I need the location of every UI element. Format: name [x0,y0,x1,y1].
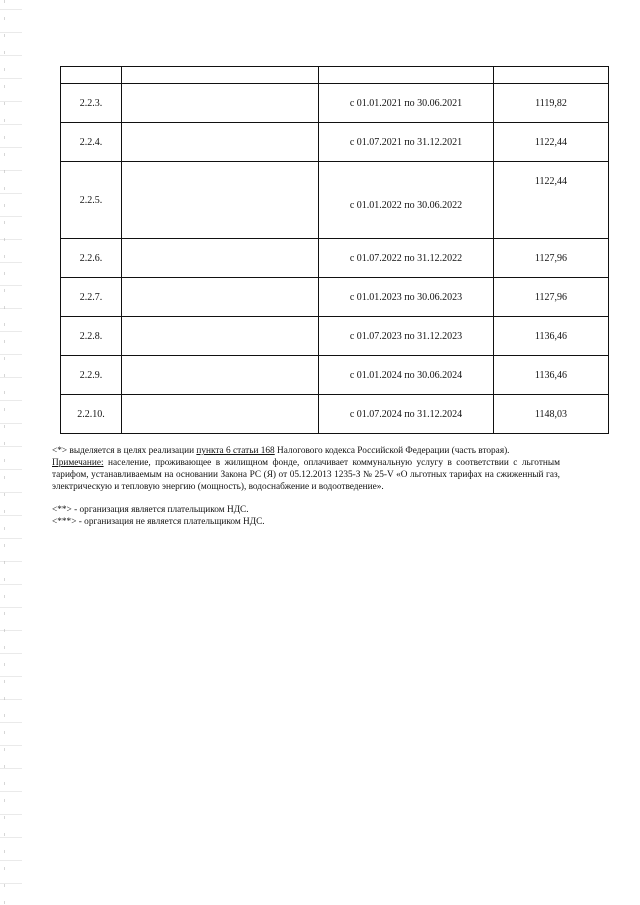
row-value: 1122,44 [494,123,609,162]
cell-blank [122,123,319,162]
cell-blank [122,84,319,123]
footnote-star1 [52,445,560,457]
row-period: с 01.07.2024 по 31.12.2024 [319,395,494,434]
table-row [61,84,609,123]
row-number: 2.2.4. [61,123,122,162]
row-period: с 01.07.2022 по 31.12.2022 [319,239,494,278]
row-period: с 01.01.2022 по 30.06.2022 [319,162,494,239]
footnote-star2: <**> - организация является плательщиком НДС. [52,505,249,515]
table-row-continuation [61,67,609,84]
row-number: 2.2.9. [61,356,122,395]
row-number: 2.2.3. [61,84,122,123]
table-row [61,162,609,239]
tariff-table [60,66,609,434]
footnote-mark: <*> [52,446,68,456]
table-row [61,239,609,278]
remark-label: Примечание: [52,458,104,468]
cell-blank [122,395,319,434]
row-number: 2.2.5. [61,162,122,239]
cell-blank [122,239,319,278]
table-row [61,395,609,434]
footnote-text: Налогового кодекса Российской Федерации (часть вторая). [274,446,510,456]
cell-value [494,67,609,84]
row-number: 2.2.10. [61,395,122,434]
row-period: с 01.01.2021 по 30.06.2021 [319,84,494,123]
row-period: с 01.07.2021 по 31.12.2021 [319,123,494,162]
cell-blank [122,67,319,84]
remark-text: население, проживающее в жилищном фонде, оплачивает коммунальную услугу в соответствии с льготным тарифом, устанавливаемым на основании Закона РС (Я) от 05.12.2013 1235-З № 25-V «О льготных тарифах на сжиженный газ, электрическую и тепловую энергию (мощность), водоснабжение и водоотведение». [52,458,560,492]
row-period: с 01.01.2024 по 30.06.2024 [319,356,494,395]
table-row [61,317,609,356]
row-number: 2.2.7. [61,278,122,317]
row-value: 1122,44 [494,162,609,239]
row-value: 1119,82 [494,84,609,123]
cell-blank [122,317,319,356]
table-row [61,278,609,317]
law-reference-link[interactable]: пункта 6 статьи 168 [196,446,275,456]
footnote-star3: <***> - организация не является плательщиком НДС. [52,517,265,527]
cell-blank [122,278,319,317]
row-period: с 01.07.2023 по 31.12.2023 [319,317,494,356]
table-row [61,123,609,162]
row-value: 1127,96 [494,239,609,278]
cell-num [61,67,122,84]
table-row [61,356,609,395]
cell-period [319,67,494,84]
row-value: 1148,03 [494,395,609,434]
row-value: 1127,96 [494,278,609,317]
remark [52,457,560,493]
row-period: с 01.01.2023 по 30.06.2023 [319,278,494,317]
row-value: 1136,46 [494,356,609,395]
row-number: 2.2.6. [61,239,122,278]
footnotes [52,445,560,528]
scan-edge-artifact [0,0,22,905]
row-value: 1136,46 [494,317,609,356]
footnote-text: выделяется в целях реализации [67,446,197,456]
row-number: 2.2.8. [61,317,122,356]
cell-blank [122,356,319,395]
cell-blank [122,162,319,239]
